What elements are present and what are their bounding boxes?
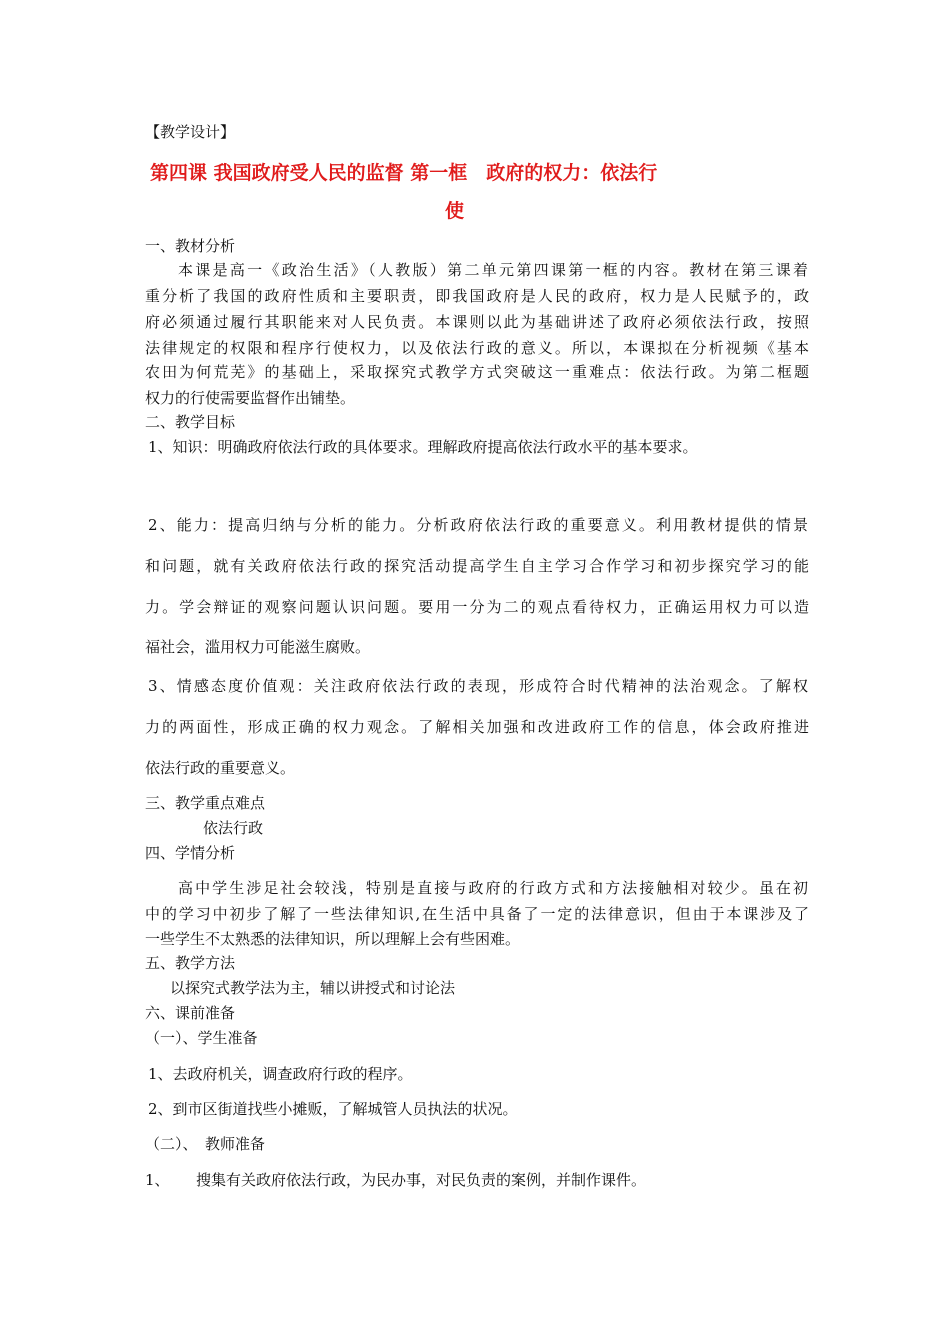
section-heading: 二、教学目标: [145, 413, 236, 431]
paragraph-line: 权力的行使需要监督作出铺垫。: [145, 389, 356, 407]
section-heading: 六、课前准备: [145, 1004, 236, 1022]
section-heading: 三、教学重点难点: [145, 794, 266, 812]
method-text: 以探究式教学法为主，辅以讲授式和讨论法: [170, 979, 456, 997]
doc-title-line1: 第四课 我国政府受人民的监督 第一框 政府的权力：依法行: [150, 162, 658, 184]
paragraph-line: 农田为何荒芜》的基础上，采取探究式教学方式突破这一重难点：依法行政。为第二框题: [145, 363, 809, 381]
prep-item-number: 1、: [145, 1171, 170, 1189]
section-heading: 一、教材分析: [145, 237, 236, 255]
objective-ability-line: 2、能力：提高归纳与分析的能力。分析政府依法行政的重要意义。利用教材提供的情景: [148, 516, 808, 534]
paragraph-line: 府必须通过履行其职能来对人民负责。本课则以此为基础讲述了政府必须依法行政，按照: [145, 313, 809, 331]
paragraph-line: 中的学习中初步了解了一些法律知识,在生活中具备了一定的法律意识，但由于本课涉及了: [145, 905, 809, 923]
section-heading: 五、教学方法: [145, 954, 236, 972]
doc-title-line2: 使: [445, 200, 465, 222]
paragraph-line: 一些学生不太熟悉的法律知识，所以理解上会有些困难。: [145, 930, 521, 948]
objective-ability-line: 福社会，滥用权力可能滋生腐败。: [145, 638, 371, 656]
doc-tag: 【教学设计】: [145, 123, 236, 141]
section-heading: 四、学情分析: [145, 844, 236, 862]
objective-knowledge: 1、知识：明确政府依法行政的具体要求。理解政府提高依法行政水平的基本要求。: [148, 438, 698, 456]
prep-item: 2、到市区街道找些小摊贩，了解城管人员执法的状况。: [148, 1100, 518, 1118]
objective-attitude-line: 依法行政的重要意义。: [145, 759, 296, 777]
paragraph-line: 高中学生涉足社会较浅，特别是直接与政府的行政方式和方法接触相对较少。虽在初: [178, 879, 808, 897]
paragraph-line: 重分析了我国的政府性质和主要职责，即我国政府是人民的政府，权力是人民赋予的，政: [145, 287, 809, 305]
key-point-text: 依法行政: [203, 819, 264, 837]
subsection-heading: （一）、学生准备: [145, 1029, 258, 1047]
objective-ability-line: 力。学会辩证的观察问题认识问题。要用一分为二的观点看待权力，正确运用权力可以造: [145, 598, 809, 616]
prep-item-text: 搜集有关政府依法行政，为民办事，对民负责的案例，并制作课件。: [196, 1171, 647, 1189]
objective-attitude-line: 力的两面性，形成正确的权力观念。了解相关加强和改进政府工作的信息，体会政府推进: [145, 718, 809, 736]
prep-item: 1、去政府机关，调查政府行政的程序。: [148, 1065, 413, 1083]
subsection-heading: （二）、 教师准备: [145, 1135, 266, 1153]
objective-attitude-line: 3、情感态度价值观：关注政府依法行政的表现，形成符合时代精神的法治观念。了解权: [148, 677, 808, 695]
paragraph-line: 法律规定的权限和程序行使权力，以及依法行政的意义。所以，本课拟在分析视频《基本: [145, 339, 809, 357]
paragraph-line: 本课是高一《政治生活》（人教版）第二单元第四课第一框的内容。教材在第三课着: [178, 261, 808, 279]
objective-ability-line: 和问题，就有关政府依法行政的探究活动提高学生自主学习合作学习和初步探究学习的能: [145, 557, 809, 575]
